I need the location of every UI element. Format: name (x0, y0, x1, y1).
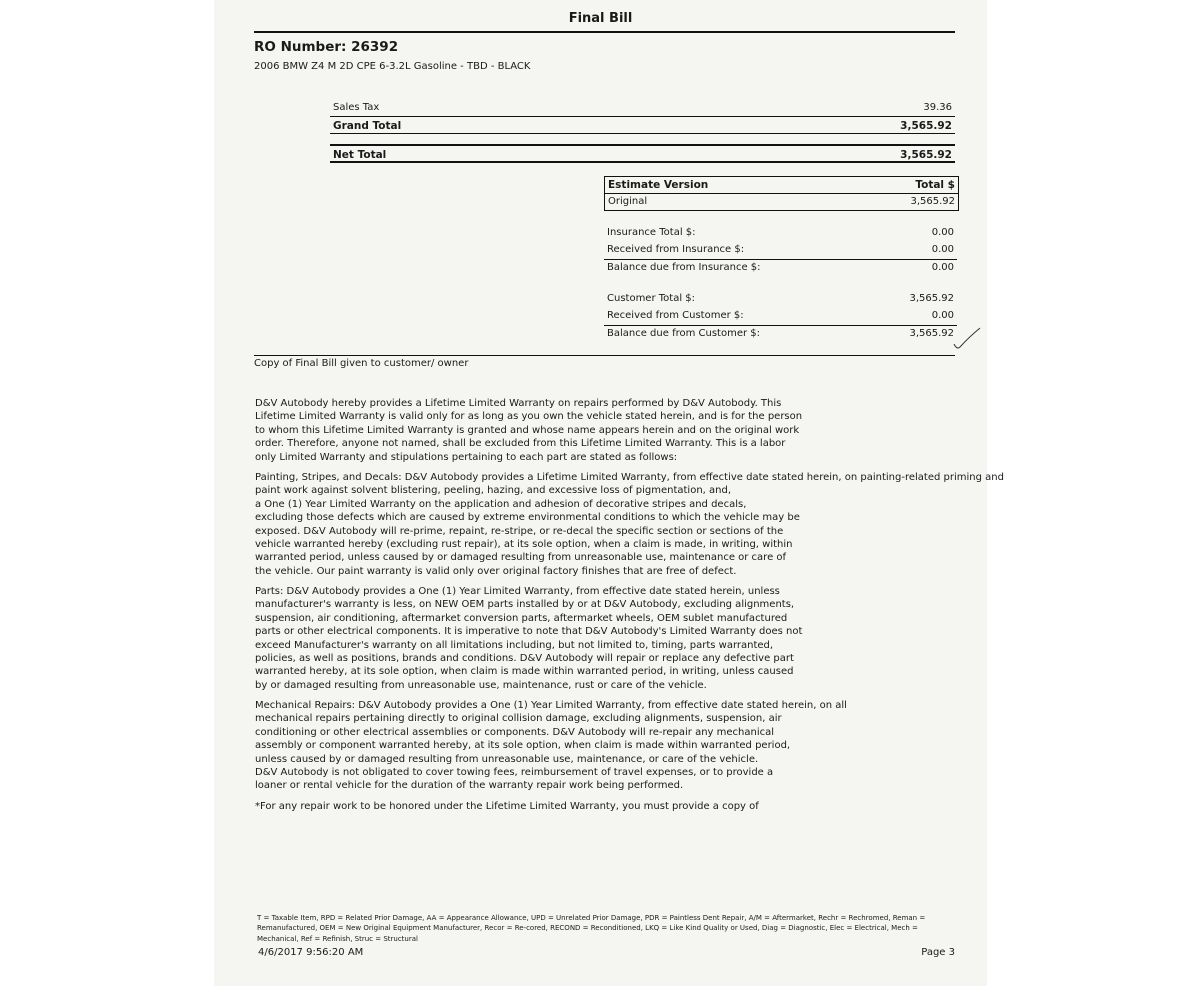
text-line: manufacturer's warranty is less, on NEW OEM parts installed by or at D&V Autobody, excluding alignments, (255, 599, 795, 611)
estimate-version-value: 3,565.92 (910, 196, 955, 207)
customer-received-row (604, 308, 957, 325)
estimate-version-table (604, 176, 959, 211)
text-line: excluding those defects which are caused by extreme environmental conditions to which the vehicle may be (255, 512, 800, 524)
copy-divider (254, 355, 955, 356)
customer-received-label: Received from Customer $: (607, 310, 744, 321)
text-line: conditioning or other electrical assemblies or components. D&V Autobody will re-repair any mechanical (255, 726, 775, 738)
warranty-mechanical (255, 699, 955, 793)
legend-line: T = Taxable Item, RPD = Related Prior Damage, AA = Appearance Allowance, UPD = Unrelated Prior Damage, PDR = Paintless Dent Repair, A/M = Aftermarket, Rechr = Rechromed, Reman = (257, 914, 926, 922)
text-line: a One (1) Year Limited Warranty on the application and adhesion of decorative stripes and decals, (255, 498, 747, 510)
warranty-note (255, 800, 955, 813)
grand-total-underline (330, 133, 955, 144)
text-line: assembly or component warranted hereby, at its sole option, when claim is made within warranted period, (255, 740, 791, 752)
text-line: unless caused by or damaged resulting from unreasonable use, maintenance, or care of the vehicle. (255, 753, 759, 765)
handwritten-check-mark (952, 326, 982, 352)
insurance-balance-row (604, 259, 957, 277)
customer-balance-value: 3,565.92 (909, 328, 954, 339)
grand-total-label: Grand Total (333, 120, 402, 132)
copy-note: Copy of Final Bill given to customer/ owner (254, 358, 469, 369)
vehicle-description: 2006 BMW Z4 M 2D CPE 6-3.2L Gasoline - TBD - BLACK (254, 61, 531, 72)
customer-total-label: Customer Total $: (607, 293, 696, 304)
grand-total-row (330, 116, 955, 134)
text-line: Mechanical Repairs: D&V Autobody provides a One (1) Year Limited Warranty, from effective date stated herein, on all (255, 700, 847, 711)
insurance-balance-value: 0.00 (931, 262, 954, 273)
text-line: mechanical repairs pertaining directly to original collision damage, excluding alignments, suspension, air (255, 713, 782, 725)
ro-number: RO Number: 26392 (254, 39, 399, 55)
text-line: the vehicle. Our paint warranty is valid only over original factory finishes that are free of defect. (255, 565, 737, 577)
text-line: vehicle warranted hereby (excluding rust repair), at its sole option, when a claim is made, in writing, within (255, 539, 793, 551)
estimate-row (605, 194, 958, 210)
abbreviation-legend (257, 913, 957, 944)
page-number: Page 3 (921, 947, 955, 958)
text-line: Parts: D&V Autobody provides a One (1) Year Limited Warranty, from effective date stated herein, unless (255, 586, 780, 597)
page-title: Final Bill (568, 11, 633, 26)
customer-received-value: 0.00 (931, 310, 954, 321)
customer-balance-label: Balance due from Customer $: (607, 328, 761, 339)
text-line: exceed Manufacturer's warranty on all limitations including, but not limited to, timing, parts warranted, (255, 639, 774, 651)
grand-total-value: 3,565.92 (900, 120, 952, 132)
insurance-total-label: Insurance Total $: (607, 227, 696, 238)
insurance-total-value: 0.00 (931, 227, 954, 238)
net-total-label: Net Total (333, 149, 387, 161)
estimate-header-row (605, 177, 958, 194)
insurance-total-row (604, 225, 957, 242)
text-line: exposed. D&V Autobody will re-prime, repaint, re-stripe, or re-decal the specific section or sections of the (255, 525, 784, 537)
sales-tax-value: 39.36 (923, 102, 952, 113)
customer-balance-row (604, 325, 957, 343)
text-line: policies, as well as positions, brands and conditions. D&V Autobody will repair or replace any defective part (255, 653, 794, 665)
text-line: D&V Autobody hereby provides a Lifetime Limited Warranty on repairs performed by D&V Autobody. This (255, 398, 782, 409)
legend-line: Remanufactured, OEM = New Original Equipment Manufacturer, Recor = Re-cored, RECOND = Reconditioned, LKQ = Like Kind Quality or Used, Diag = Diagnostic, Elec = Electrical, Mech = (257, 924, 918, 933)
warranty-painting (255, 471, 1004, 578)
net-total-underline (330, 161, 955, 165)
text-line: parts or other electrical components. It is imperative to note that D&V Autobody's Limited Warranty does not (255, 626, 803, 638)
text-line: Painting, Stripes, and Decals: D&V Autobody provides a Lifetime Limited Warranty, from effective date stated herein, on painting-related priming and (255, 472, 1004, 483)
customer-total-value: 3,565.92 (909, 293, 954, 304)
customer-total-row (604, 291, 957, 308)
text-line: *For any repair work to be honored under the Lifetime Limited Warranty, you must provide a copy of (255, 801, 759, 812)
text-line: D&V Autobody is not obligated to cover towing fees, reimbursement of travel expenses, or to provide a (255, 767, 774, 779)
insurance-received-label: Received from Insurance $: (607, 244, 745, 255)
text-line: paint work against solvent blistering, peeling, hazing, and excessive loss of pigmentation, and, (255, 485, 732, 497)
document-page (214, 0, 1004, 986)
text-line: loaner or rental vehicle for the duration of the warranty repair work being performed. (255, 780, 684, 792)
text-line: by or damaged resulting from unreasonable use, maintenance, rust or care of the vehicle. (255, 679, 707, 691)
text-line: warranted period, unless caused by or damaged resulting from unreasonable use, maintenance or care of (255, 552, 787, 564)
text-line: only Limited Warranty and stipulations pertaining to each part are stated as follows: (255, 451, 678, 463)
warranty-parts (255, 585, 955, 692)
sales-tax-label: Sales Tax (333, 102, 380, 113)
text-line: Lifetime Limited Warranty is valid only for as long as you own the vehicle stated herein, and is for the person (255, 411, 803, 423)
text-line: suspension, air conditioning, aftermarket conversion parts, aftermarket wheels, OEM sublet manufactured (255, 612, 788, 624)
insurance-balance-label: Balance due from Insurance $: (607, 262, 761, 273)
insurance-received-row (604, 242, 957, 259)
warranty-intro (255, 397, 955, 464)
text-line: warranted hereby, at its sole option, when claim is made within warranted period, in writing, unless caused (255, 666, 794, 678)
estimate-version-header: Estimate Version (608, 179, 709, 191)
estimate-total-header: Total $ (915, 179, 955, 191)
legend-line: Mechanical, Ref = Refinish, Struc = Structural (257, 934, 418, 943)
estimate-version-label: Original (608, 196, 648, 207)
title-divider (254, 31, 955, 33)
insurance-received-value: 0.00 (931, 244, 954, 255)
net-total-value: 3,565.92 (900, 149, 952, 161)
text-line: to whom this Lifetime Limited Warranty is granted and whose name appears herein and on the original work (255, 424, 800, 436)
sales-tax-row (330, 99, 955, 116)
print-datetime: 4/6/2017 9:56:20 AM (258, 947, 364, 958)
text-line: order. Therefore, anyone not named, shall be excluded from this Lifetime Limited Warranty. This is a labor (255, 438, 786, 450)
